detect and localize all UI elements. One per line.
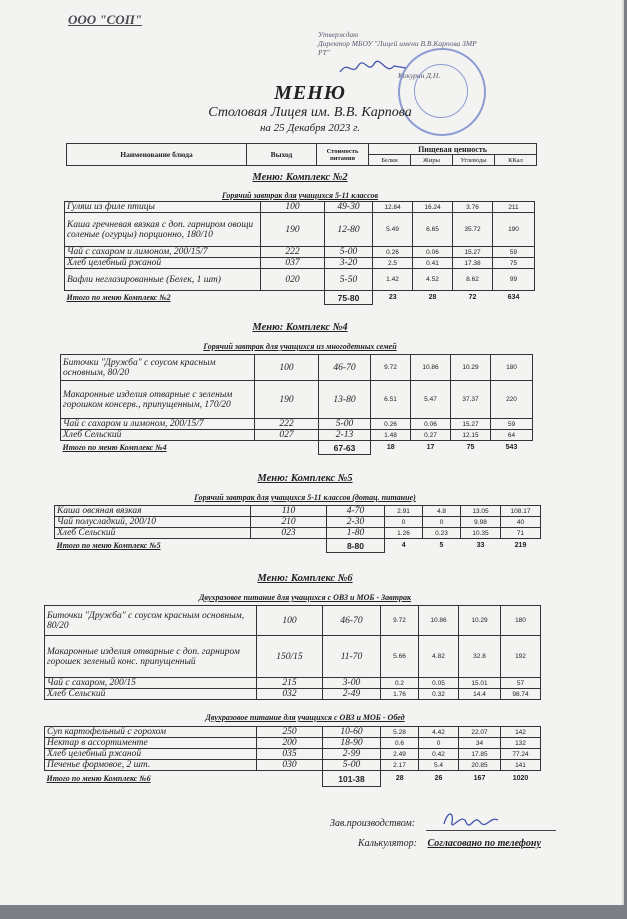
approval-line-4: Кокурин Д.Н. xyxy=(398,71,441,80)
section-sub-k6-lunch: Двухразовое питание для учащихся с ОВЗ и МОБ - Обед xyxy=(205,713,405,722)
calculator-value: Согласовано по телефону xyxy=(427,838,541,849)
table-row: Нектар в ассортименте 200 18-90 0.6 0 34 132 xyxy=(45,738,541,749)
page-title: МЕНЮ xyxy=(274,82,346,104)
signature-icon xyxy=(338,58,408,78)
table-row: Макаронные изделия отварные с зеленым горошком консерв., припущенным, 170/20 190 13-80 6.51 5.47 37.37 220 xyxy=(61,381,533,419)
table-row: Хлеб Сельский 027 2-13 1.48 0.27 12.15 64 xyxy=(61,430,533,441)
section-title-k5: Меню: Комплекс №5 xyxy=(257,473,353,484)
header-name: Наименование блюда xyxy=(67,144,247,166)
menu-table-k6-breakfast xyxy=(44,605,541,700)
total-row: Итого по меню Комплекс №2 75-80 23 28 72 634 xyxy=(66,292,520,303)
section-title-k4: Меню: Комплекс №4 xyxy=(252,322,348,333)
table-row: Чай с сахаром, 200/15 215 3-00 0.2 0.05 15.01 57 xyxy=(45,678,541,689)
table-row: Чай с сахаром и лимоном, 200/15/7 222 5-00 0.26 0.06 15.27 59 xyxy=(65,247,535,258)
table-row: Каша овсяная вязкая 110 4-70 2.91 4.8 13.05 108.17 xyxy=(55,506,541,517)
total-row: Итого по меню Комплекс №4 67-63 18 17 75 543 xyxy=(62,442,518,453)
table-row: Чай полусладкий, 200/10 210 2-30 0 0 9.98 40 xyxy=(55,517,541,528)
approval-line-1: Утверждаю xyxy=(318,30,359,39)
table-row: Чай с сахаром и лимоном, 200/15/7 222 5-00 0.26 0.06 15.27 59 xyxy=(61,419,533,430)
table-row: Биточки "Дружба" с соусом красным основным, 80/20 100 46-70 9.72 10.86 10.29 180 xyxy=(61,355,533,381)
header-kcal: ККал xyxy=(495,155,537,166)
section-sub-k5: Горячий завтрак для учащихся 5-11 классов (дотац. питание) xyxy=(194,493,416,502)
calculator-row xyxy=(358,838,541,849)
menu-table-k6-lunch xyxy=(44,726,541,787)
signature-line xyxy=(426,830,556,831)
table-row: Гуляш из филе птицы 100 49-30 12.84 16.24 3.76 211 xyxy=(65,202,535,213)
approval-line-2: Директор МБОУ "Лицей имени В.В.Карпова ЗМР xyxy=(318,39,477,48)
table-row: Хлеб целебный ржаной 037 3-20 2.5 0.41 17.38 75 xyxy=(65,258,535,269)
header-fat: Жиры xyxy=(411,155,453,166)
organization-name: ООО "СОП" xyxy=(68,12,143,27)
total-row: Итого по меню Комплекс №6 101-38 28 26 167 1020 xyxy=(45,771,541,787)
section-sub-k6-breakfast: Двухразовое питание для учащихся с ОВЗ и МОБ - Завтрак xyxy=(198,593,412,602)
calculator-label: Калькулятор: xyxy=(358,838,417,849)
section-sub-k2: Горячий завтрак для учащихся 5-11 классов xyxy=(221,191,379,200)
header-protein: Белки xyxy=(369,155,411,166)
table-row: Вафли неглазированные (Белек, 1 шт) 020 5-50 1.42 4.52 8.62 99 xyxy=(65,269,535,291)
table-row: Макаронные изделия отварные с доп. гарниром горошек зеленый конс. припущенный 150/15 11-70 5.66 4.82 32.8 192 xyxy=(45,636,541,678)
table-row: Суп картофельный с горохом 250 10-60 5.28 4.42 22.07 142 xyxy=(45,727,541,738)
section-title-k2: Меню: Комплекс №2 xyxy=(252,172,348,183)
header-carbs: Углеводы xyxy=(453,155,495,166)
section-title-k6: Меню: Комплекс №6 xyxy=(257,573,353,584)
total-row: Итого по меню Комплекс №5 8-80 4 5 33 219 xyxy=(56,540,527,551)
approval-line-3: РТ" xyxy=(318,48,330,57)
table-row: Хлеб Сельский 032 2-49 1.76 0.32 14.4 98.74 xyxy=(45,689,541,700)
table-row: Каша гречневая вязкая с доп. гарниром овощи соленые (огурцы) порционно, 180/10 190 12-80 5.49 6.65 35.72 190 xyxy=(65,213,535,247)
production-manager-label: Зав.производством: xyxy=(330,818,416,829)
section-sub-k4: Горячий завтрак для учащихся из многодетных семей xyxy=(203,342,397,351)
menu-header-table xyxy=(66,143,537,166)
table-row: Печенье формовое, 2 шт. 030 5-00 2.17 5.4 20.85 141 xyxy=(45,760,541,771)
header-nutrition: Пищевая ценность xyxy=(369,144,537,155)
header-output: Выход xyxy=(247,144,317,166)
menu-table-k2 xyxy=(64,201,535,305)
page-subtitle: Столовая Лицея им. В.В. Карпова xyxy=(208,105,412,120)
menu-date: на 25 Декабря 2023 г. xyxy=(259,122,361,134)
menu-table-k4 xyxy=(60,354,533,455)
table-row: Хлеб Сельский 023 1-80 1.26 0.23 10.35 71 xyxy=(55,528,541,539)
table-row: Биточки "Дружба" с соусом красным основным, 80/20 100 46-70 9.72 10.86 10.29 180 xyxy=(45,606,541,636)
table-row: Хлеб целебный ржаной 035 2-99 2.49 0.42 17.85 77.24 xyxy=(45,749,541,760)
menu-table-k5 xyxy=(54,505,541,553)
header-cost: Стоимость питания xyxy=(317,144,369,166)
manager-signature-icon xyxy=(440,808,510,830)
